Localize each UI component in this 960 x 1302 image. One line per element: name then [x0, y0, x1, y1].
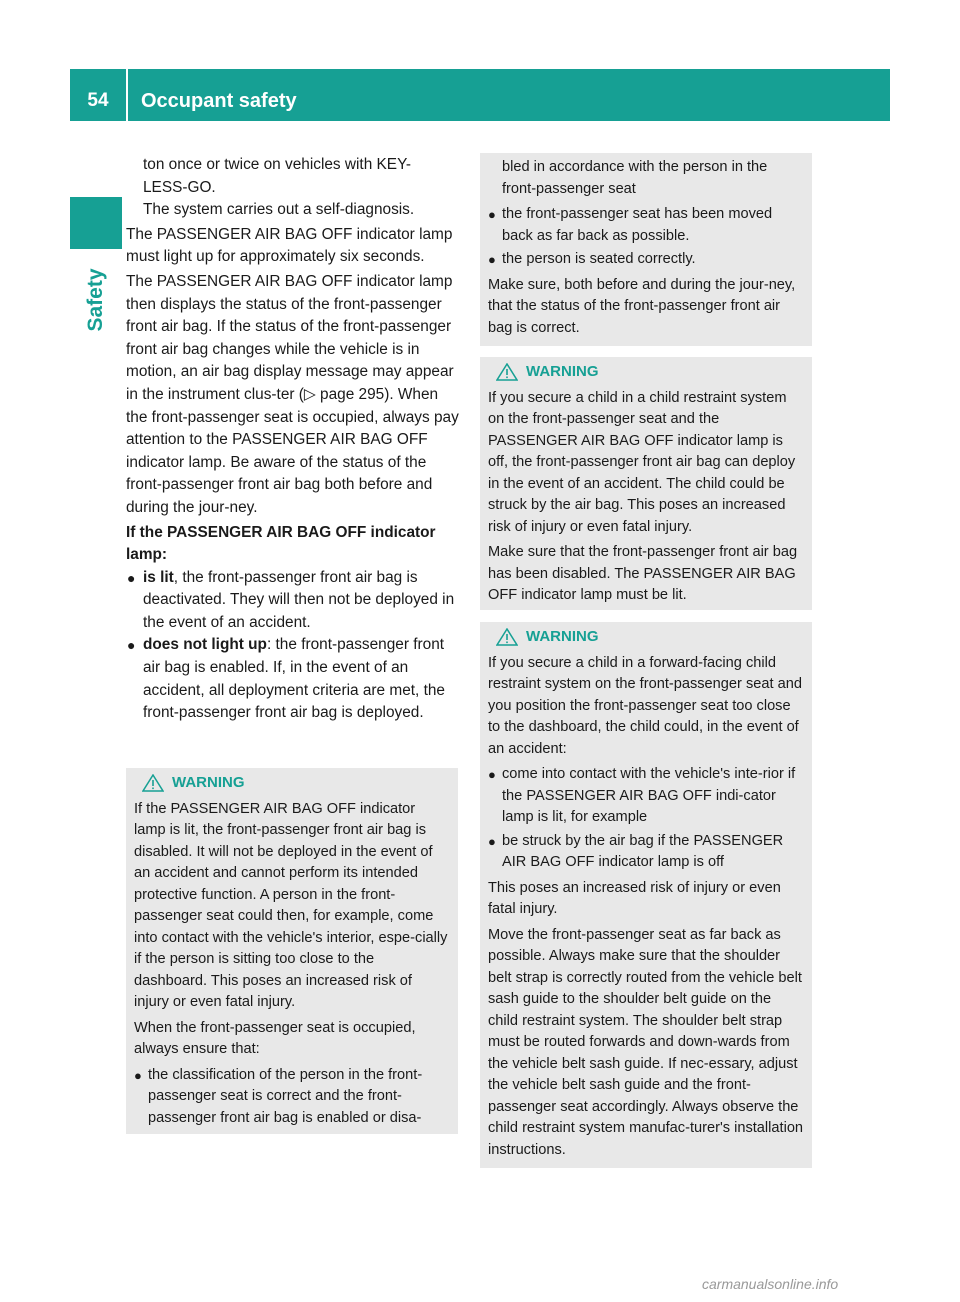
- warning-paragraph: If you secure a child in a child restraint system on the front-passenger seat and the PASSENGER AIR BAG OFF indicator lamp is off, the front-passenger front air bag can deploy in the event of an accident. The child could be struck by the air bag. This poses an increased risk of injury or even fatal injury.: [488, 389, 796, 535]
- side-tab-label: Safety: [84, 268, 107, 332]
- intro-line: The system carries out a self-diagnosis.: [143, 201, 415, 219]
- warning-paragraph: When the front-passenger seat is occupied, always ensure that:: [134, 1019, 416, 1057]
- warning-title: WARNING: [526, 628, 599, 645]
- list-item: [488, 204, 804, 247]
- page-number: 54: [87, 90, 109, 111]
- continuation-box: [480, 153, 812, 346]
- warning-header: [488, 361, 804, 383]
- left-column: [126, 154, 460, 725]
- bullet-text: : the front-passenger front air bag is enabled. If, in the event of an accident, all deployment criteria are met, the front-passenger front air bag is deployed.: [143, 636, 445, 722]
- warning-triangle-icon: [496, 628, 518, 646]
- list-item: [488, 249, 804, 271]
- paragraph: The PASSENGER AIR BAG OFF indicator lamp then displays the status of the front-passenger front air bag. If the status of the front-passenger front air bag changes while the vehicle is in motion, an air bag display message may appear in the instrument clus-ter (▷ page 295). When the front-passenger seat is occupied, always pay attention to the PASSENGER AIR BAG OFF indicator lamp. Be aware of the status of the front-passenger front air bag both before and during the jour-ney.: [126, 272, 459, 516]
- bullet-icon: ●: [127, 569, 136, 586]
- warning-paragraph: If the PASSENGER AIR BAG OFF indicator lamp is lit, the front-passenger front air bag is disabled. It will not be deployed in the event of an accident and cannot perform its intended protective function. A person in the front-passenger seat could then, for example, come into contact with the vehicle's interior, espe-cially if the person is sitting too close to the dashboard. This poses an increased risk of injury or even fatal injury.: [134, 800, 448, 1010]
- list-item: [126, 567, 460, 635]
- warning-paragraph: Move the front-passenger seat as far back as possible. Always make sure that the shoulder belt strap is correctly routed from the vehicle belt sash guide to the shoulder belt guide on the child restraint system. The shoulder belt strap must be routed forwards and down-wards from the vehicle belt sash guide. If nec-essary, adjust the vehicle belt sash guide and the front-passenger seat accordingly. Always observe the child restraint system manufac-turer's installation instructions.: [488, 926, 804, 1158]
- bullet-text: come into contact with the vehicle's inte-rior if the PASSENGER AIR BAG OFF indi-cator lamp is lit, for example: [502, 766, 796, 825]
- warning-box: [126, 768, 458, 1134]
- watermark: carmanualsonline.info: [702, 1276, 839, 1292]
- bullet-icon: ●: [488, 767, 496, 782]
- warning-paragraph: If you secure a child in a forward-facing child restraint system on the front-passenger seat and you position the front-passenger seat too close to the dashboard, the child could, in the event of an accident:: [488, 654, 802, 757]
- list-item: [134, 1065, 450, 1130]
- bullet-text: bled in accordance with the person in the front-passenger seat: [502, 159, 768, 197]
- bullet-icon: ●: [488, 207, 496, 222]
- bullet-icon: ●: [127, 637, 136, 654]
- warning-box: [480, 357, 812, 610]
- warning-box: [480, 622, 812, 1168]
- section-title: Occupant safety: [141, 90, 297, 112]
- intro-line: LESS-GO.: [143, 178, 216, 196]
- warning-title: WARNING: [172, 774, 245, 791]
- intro-line: ton once or twice on vehicles with KEY-: [143, 156, 412, 173]
- warning-triangle-icon: [142, 774, 164, 792]
- list-item-continued: [488, 157, 804, 200]
- warning-title: WARNING: [526, 363, 599, 380]
- bullet-text: the classification of the person in the front-passenger seat is correct and the front-passenger front air bag is enabled or disa-: [148, 1066, 423, 1126]
- warning-header: [134, 772, 450, 794]
- warning-paragraph: Make sure that the front-passenger front air bag has been disabled. The PASSENGER AIR BAG OFF indicator lamp must be lit.: [488, 544, 798, 603]
- bullet-text: be struck by the air bag if the PASSENGER AIR BAG OFF indicator lamp is off: [502, 832, 784, 870]
- subheading: If the PASSENGER AIR BAG OFF indicator lamp:: [126, 523, 436, 564]
- bullet-bold: is lit: [143, 568, 174, 586]
- list-item: [488, 764, 804, 829]
- warning-paragraph: Make sure, both before and during the jour-ney, that the status of the front-passenger front air bag is correct.: [488, 276, 796, 336]
- list-item: [126, 634, 460, 724]
- bullet-icon: ●: [488, 833, 496, 849]
- paragraph: The PASSENGER AIR BAG OFF indicator lamp must light up for approximately six seconds.: [126, 225, 453, 266]
- bullet-text: the front-passenger seat has been moved back as far back as possible.: [502, 206, 773, 244]
- bullet-icon: ●: [488, 252, 496, 267]
- warning-triangle-icon: [496, 363, 518, 381]
- list-item: [488, 831, 804, 874]
- bullet-text: , the front-passenger front air bag is deactivated. They will then not be deployed in the event of an accident.: [143, 568, 455, 631]
- warning-header: [488, 626, 804, 648]
- warning-paragraph: This poses an increased risk of injury or even fatal injury.: [488, 879, 781, 917]
- header-divider: [126, 69, 128, 121]
- side-tab-marker: [70, 197, 122, 249]
- bullet-icon: ●: [134, 1067, 142, 1083]
- bullet-text: the person is seated correctly.: [502, 251, 696, 267]
- bullet-bold: does not light up: [143, 636, 267, 654]
